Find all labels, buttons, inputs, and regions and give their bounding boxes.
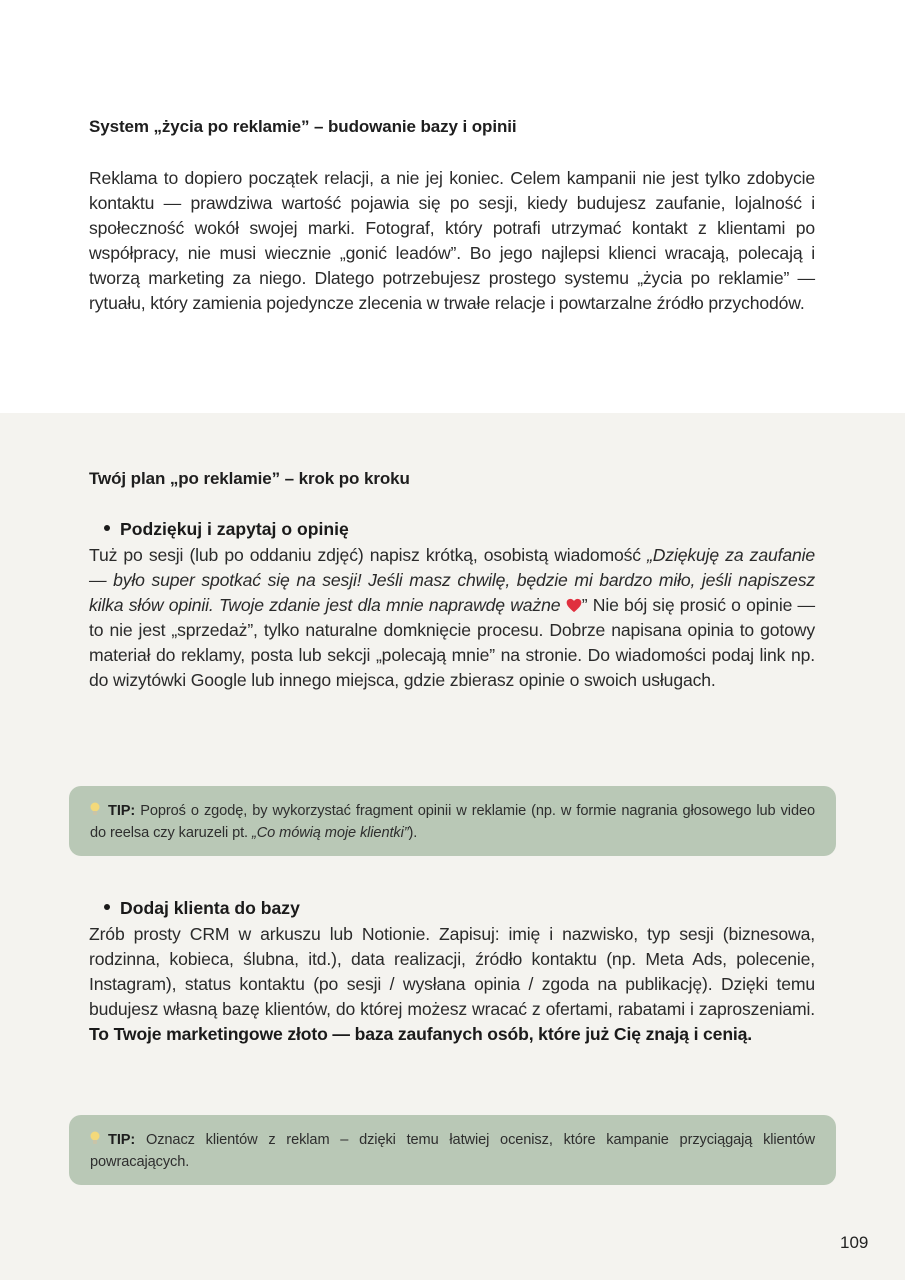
tip-2-body: Oznacz klientów z reklam – dzięki temu łatwiej ocenisz, które kampanie przyciągają klientów powracających. (90, 1132, 815, 1170)
section-title-plan: Twój plan „po reklamie” – krok po kroku (89, 469, 410, 488)
step-2-body: Zrób prosty CRM w arkuszu lub Notionie. Zapisuj: imię i nazwisko, typ sesji (biznesowa, rodzinna, kobieca, ślubna, itd.), data realizacji, źródło kontaktu (np. Meta Ads, polecenie, Instagram), status kontaktu (po sesji / wysłana opinia / zgoda na publikację). Dzięki temu budujesz własną bazę klientów, do której możesz wracać z ofertami, rabatami i zaproszeniami. (89, 924, 815, 1019)
step-1-heading-text: Podziękuj i zapytaj o opinię (120, 519, 349, 539)
bullet-icon (104, 525, 110, 531)
tip-2-label: TIP: (108, 1132, 136, 1148)
step-1-intro: Tuż po sesji (lub po oddaniu zdjęć) napisz krótką, osobistą wiadomość (89, 545, 648, 565)
step-1-text (89, 543, 815, 693)
step-1-heading (104, 519, 349, 540)
tip-box-2 (69, 1115, 836, 1185)
tip-1-body: Poproś o zgodę, by wykorzystać fragment opinii w reklamie (np. w formie nagrania głosowego lub video do reelsa czy karuzeli pt. (90, 803, 815, 841)
step-2-text (89, 922, 815, 1047)
tip-1-text (90, 800, 815, 844)
step-2-heading (104, 898, 300, 919)
tip-box-1 (69, 786, 836, 856)
section-title-system: System „życia po reklamie” – budowanie bazy i opinii (89, 117, 517, 136)
tip-1-italic: „Co mówią moje klientki” (251, 825, 409, 841)
lightbulb-icon (90, 802, 100, 816)
step-2-bold: To Twoje marketingowe złoto — baza zaufanych osób, które już Cię znają i cenią. (89, 1024, 753, 1044)
tip-1-end: ). (408, 825, 418, 841)
bullet-icon (104, 904, 110, 910)
page-number: 109 (840, 1233, 869, 1252)
heart-icon (566, 598, 582, 613)
tip-2-text (90, 1129, 815, 1173)
lightbulb-icon (90, 1131, 100, 1145)
step-2-heading-text: Dodaj klienta do bazy (120, 898, 300, 918)
step-1-rest: ” Nie bój się prosić o opinie — to nie jest „sprzedaż”, tylko naturalne domknięcie procesu. Dobrze napisana opinia to gotowy materiał do reklamy, posta lub sekcji „polecają mnie” na stronie. Do wiadomości podaj link np. do wizytówki Google lub innego miejsca, gdzie zbierasz opinie o swoich usługach. (89, 595, 815, 690)
intro-paragraph: Reklama to dopiero początek relacji, a nie jej koniec. Celem kampanii nie jest tylko zdobycie kontaktu — prawdziwa wartość pojawia się po sesji, kiedy budujesz zaufanie, lojalność i społeczność wokół swojej marki. Fotograf, który potrafi utrzymać kontakt z klientami po współpracy, nie musi wiecznie „gonić leadów”. Bo jego najlepsi klienci wracają, polecają i tworzą marketing za niego. Dlatego potrzebujesz prostego systemu „życia po reklamie” — rytuału, który zamienia pojedyncze zlecenia w trwałe relacje i powtarzalne źródło przychodów. (89, 168, 815, 313)
tip-1-label: TIP: (108, 803, 136, 819)
step-1-quote: „Dziękuję za zaufanie — było super spotkać się na sesji! Jeśli masz chwilę, będzie mi bardzo miło, jeśli napiszesz kilka słów opinii. Twoje zdanie jest dla mnie naprawdę ważne (89, 545, 815, 615)
